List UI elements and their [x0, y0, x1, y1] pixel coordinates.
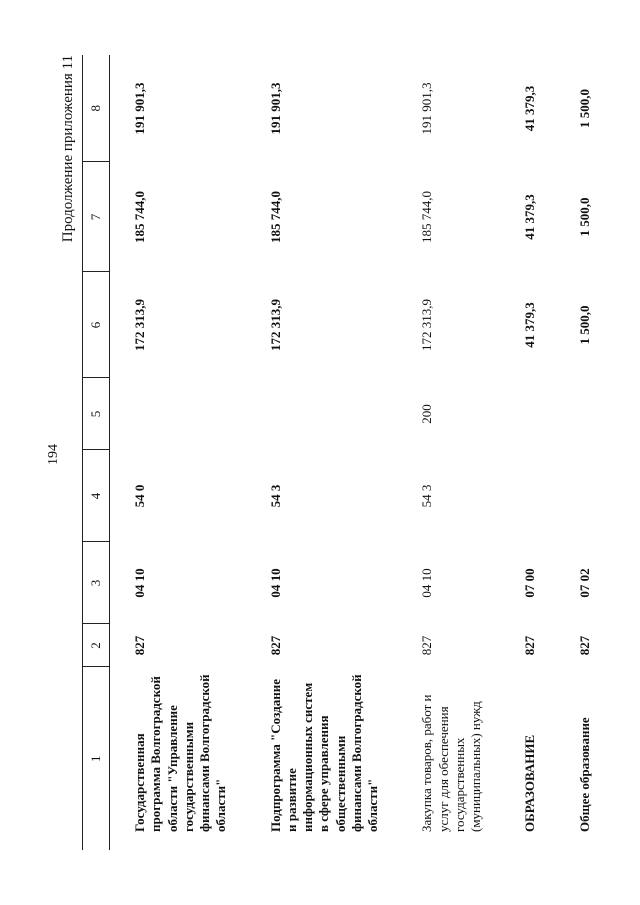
row-amount-col6: 1 500,0 [576, 305, 592, 345]
row-name: Закупка товаров, работ и услуг для обеспечения государственных (муниципальных) нужд [419, 694, 483, 832]
row-expense-type [500, 378, 554, 450]
row-amount-col8: 191 901,3 [267, 82, 283, 135]
row-name: Государственная программа Волгоградской области "Управление государственными финансами Волгоградской области" [132, 674, 229, 832]
row-target-article: 54 3 [419, 484, 435, 508]
row-amount-col7: 1 500,0 [576, 197, 592, 237]
row-code: 827 [132, 635, 147, 656]
row-expense-type [110, 378, 246, 450]
column-header: 6 [83, 272, 110, 378]
column-header: 2 [83, 624, 110, 667]
row-amount-col8: 41 379,3 [522, 85, 538, 132]
row-expense-type [555, 378, 609, 450]
row-expense-type [246, 378, 398, 450]
row-target-article: 54 0 [132, 484, 147, 508]
continuation-label: Продолжение приложения 11 [60, 55, 76, 243]
row-amount-col8: 191 901,3 [132, 82, 147, 135]
table-row [500, 55, 554, 850]
row-code: 827 [522, 635, 538, 656]
row-code: 827 [419, 635, 435, 656]
budget-table [82, 55, 609, 850]
row-target-article [500, 450, 554, 542]
table-row [110, 55, 246, 850]
column-header: 8 [83, 55, 110, 162]
row-expense-type: 200 [419, 404, 435, 424]
row-amount-col7: 41 379,3 [522, 194, 538, 240]
row-amount-col8: 1 500,0 [576, 89, 592, 128]
row-target-article: 54 3 [267, 484, 283, 508]
row-section: 04 10 [419, 568, 435, 598]
row-target-article [555, 450, 609, 542]
row-name: ОБРАЗОВАНИЕ [522, 734, 538, 832]
column-header: 1 [83, 667, 110, 850]
row-section: 04 10 [267, 568, 283, 598]
page-number: 194 [46, 444, 61, 465]
table-row [246, 55, 398, 850]
header-row [83, 55, 110, 850]
row-amount-col6: 172 313,9 [419, 299, 435, 351]
row-section: 07 00 [522, 568, 538, 598]
table-row [397, 55, 500, 850]
row-amount-col6: 172 313,9 [267, 299, 283, 351]
column-header: 5 [83, 378, 110, 450]
column-header: 4 [83, 450, 110, 542]
table-row [555, 55, 609, 850]
row-amount-col8: 191 901,3 [419, 82, 435, 135]
row-amount-col7: 185 744,0 [419, 191, 435, 243]
column-header: 7 [83, 162, 110, 272]
row-section: 07 02 [576, 568, 592, 598]
row-amount-col6: 172 313,9 [132, 299, 147, 351]
row-name: Подпрограмма "Создание и развитие информационных систем в сфере управления общественными финансами Волгоградской области" [267, 674, 380, 832]
row-section: 04 10 [132, 568, 147, 598]
row-code: 827 [267, 635, 283, 656]
row-amount-col7: 185 744,0 [132, 191, 147, 243]
row-name: Общее образование [576, 717, 592, 832]
row-amount-col6: 41 379,3 [522, 302, 538, 348]
row-amount-col7: 185 744,0 [267, 191, 283, 243]
column-header: 3 [83, 542, 110, 624]
row-code: 827 [576, 635, 592, 656]
